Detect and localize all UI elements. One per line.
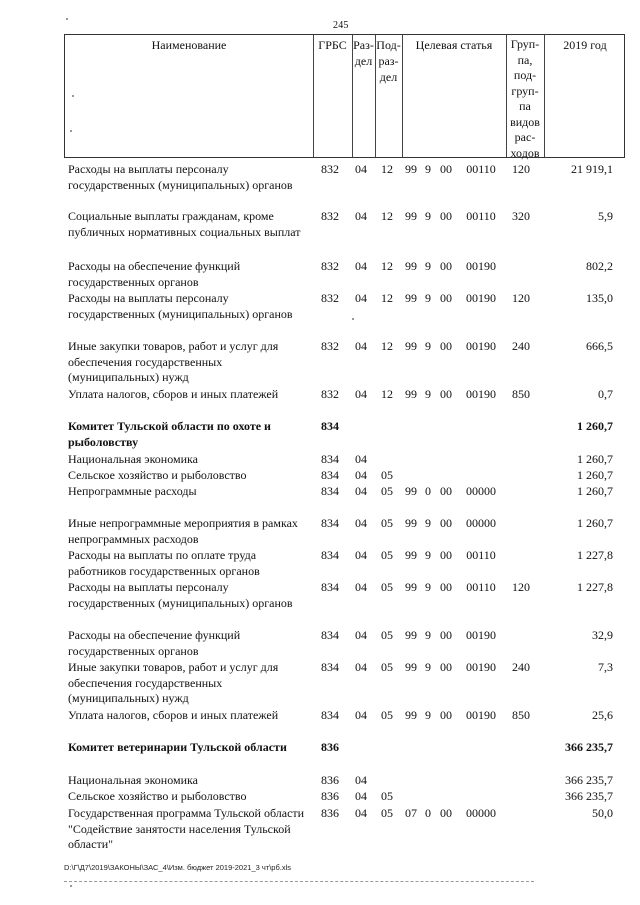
page-number: 245 xyxy=(333,20,349,31)
row-amount: 1 260,7 xyxy=(577,516,613,530)
row-razdel: 04 xyxy=(355,484,367,498)
row-amount: 1 260,7 xyxy=(577,452,613,466)
table-header xyxy=(64,34,625,158)
scan-speck xyxy=(352,318,354,320)
row-cs2: 9 xyxy=(425,291,431,305)
row-name: Социальные выплаты гражданам, кроме публичных нормативных социальных выплат xyxy=(68,209,301,239)
row-name: Расходы на выплаты персоналу государственных (муниципальных) органов xyxy=(68,162,293,192)
row-cs3: 00 xyxy=(440,259,452,273)
row-amount: 666,5 xyxy=(586,339,613,353)
row-razdel: 04 xyxy=(355,708,367,722)
row-name: Уплата налогов, сборов и иных платежей xyxy=(68,708,279,722)
row-cs2: 9 xyxy=(425,580,431,594)
row-amount: 366 235,7 xyxy=(565,740,613,754)
row-name: Сельское хозяйство и рыболовство xyxy=(68,468,247,482)
row-grbs: 836 xyxy=(321,789,339,803)
row-amount: 1 260,7 xyxy=(577,468,613,482)
row-vid: 120 xyxy=(512,580,530,594)
row-podrazdel: 12 xyxy=(381,209,393,223)
column-divider xyxy=(313,35,314,157)
header-razdel-line: Раз- xyxy=(353,38,374,52)
row-cs2: 9 xyxy=(425,387,431,401)
row-name: Уплата налогов, сборов и иных платежей xyxy=(68,387,279,401)
row-name: Сельское хозяйство и рыболовство xyxy=(68,789,247,803)
row-grbs: 834 xyxy=(321,708,339,722)
row-cs3: 00 xyxy=(440,162,452,176)
row-amount: 1 260,7 xyxy=(577,484,613,498)
row-name: Расходы на обеспечение функций государственных органов xyxy=(68,259,241,289)
row-cs4: 00190 xyxy=(466,291,496,305)
row-name: Иные непрограммные мероприятия в рамках непрограммных расходов xyxy=(68,516,298,546)
row-grbs: 834 xyxy=(321,484,339,498)
row-cs1: 99 xyxy=(405,339,417,353)
row-name: Государственная программа Тульской области "Содействие занятости населения Тульской области" xyxy=(68,806,305,851)
header-year: 2019 год xyxy=(563,38,607,52)
header-grbs: ГРБС xyxy=(318,38,347,52)
row-podrazdel: 05 xyxy=(381,806,393,820)
column-divider xyxy=(544,35,545,157)
row-amount: 135,0 xyxy=(586,291,613,305)
row-podrazdel: 05 xyxy=(381,580,393,594)
row-grbs: 834 xyxy=(321,516,339,530)
row-razdel: 04 xyxy=(355,789,367,803)
row-cs1: 99 xyxy=(405,516,417,530)
row-cs2: 0 xyxy=(425,484,431,498)
row-podrazdel: 12 xyxy=(381,162,393,176)
row-razdel: 04 xyxy=(355,291,367,305)
row-amount: 802,2 xyxy=(586,259,613,273)
row-podrazdel: 12 xyxy=(381,259,393,273)
row-cs4: 00110 xyxy=(466,209,496,223)
header-razdel-line: дел xyxy=(354,54,373,68)
footer-divider xyxy=(64,881,534,882)
header-group-line: груп- xyxy=(511,83,539,98)
row-razdel: 04 xyxy=(355,660,367,674)
row-cs1: 99 xyxy=(405,387,417,401)
row-razdel: 04 xyxy=(355,468,367,482)
row-razdel: 04 xyxy=(355,516,367,530)
row-razdel: 04 xyxy=(355,339,367,353)
row-cs1: 99 xyxy=(405,548,417,562)
row-podrazdel: 12 xyxy=(381,291,393,305)
row-razdel: 04 xyxy=(355,580,367,594)
row-amount: 21 919,1 xyxy=(571,162,613,176)
header-podrazdel-line: раз- xyxy=(378,54,399,68)
row-cs1: 99 xyxy=(405,484,417,498)
row-name: Расходы на обеспечение функций государственных органов xyxy=(68,628,241,658)
row-amount: 1 260,7 xyxy=(577,419,613,433)
row-cs3: 00 xyxy=(440,708,452,722)
row-cs4: 00000 xyxy=(466,484,496,498)
row-cs1: 99 xyxy=(405,162,417,176)
row-grbs: 836 xyxy=(321,773,339,787)
row-cs4: 00000 xyxy=(466,806,496,820)
row-cs4: 00110 xyxy=(466,162,496,176)
row-cs4: 00190 xyxy=(466,628,496,642)
row-cs3: 00 xyxy=(440,291,452,305)
row-cs4: 00190 xyxy=(466,259,496,273)
header-podrazdel xyxy=(375,37,402,85)
row-amount: 0,7 xyxy=(598,387,613,401)
row-grbs: 834 xyxy=(321,548,339,562)
row-grbs: 832 xyxy=(321,162,339,176)
row-cs3: 00 xyxy=(440,660,452,674)
row-grbs: 834 xyxy=(321,468,339,482)
row-podrazdel: 12 xyxy=(381,387,393,401)
row-vid: 320 xyxy=(512,209,530,223)
row-cs1: 99 xyxy=(405,708,417,722)
row-cs3: 00 xyxy=(440,339,452,353)
scan-speck xyxy=(70,885,72,887)
row-grbs: 832 xyxy=(321,291,339,305)
row-cs2: 9 xyxy=(425,628,431,642)
row-cs3: 00 xyxy=(440,628,452,642)
row-grbs: 832 xyxy=(321,209,339,223)
header-podrazdel-line: Под- xyxy=(376,38,401,52)
row-cs2: 9 xyxy=(425,516,431,530)
header-target: Целевая статья xyxy=(415,38,493,52)
row-cs3: 00 xyxy=(440,387,452,401)
row-razdel: 04 xyxy=(355,259,367,273)
row-grbs: 832 xyxy=(321,259,339,273)
row-cs1: 99 xyxy=(405,209,417,223)
row-grbs: 836 xyxy=(321,740,339,754)
row-razdel: 04 xyxy=(355,806,367,820)
row-name: Иные закупки товаров, работ и услуг для обеспечения государственных (муниципальных) нужд xyxy=(68,660,279,705)
row-vid: 240 xyxy=(512,339,530,353)
row-cs4: 00190 xyxy=(466,387,496,401)
header-group-line: ходов xyxy=(510,145,540,160)
row-amount: 5,9 xyxy=(598,209,613,223)
row-cs1: 99 xyxy=(405,259,417,273)
row-name: Расходы на выплаты персоналу государственных (муниципальных) органов xyxy=(68,291,293,321)
row-cs2: 9 xyxy=(425,259,431,273)
row-grbs: 834 xyxy=(321,452,339,466)
header-razdel xyxy=(352,37,375,69)
row-amount: 1 227,8 xyxy=(577,580,613,594)
row-podrazdel: 05 xyxy=(381,789,393,803)
header-group-line: па xyxy=(519,99,531,113)
header-group-line: видов xyxy=(510,114,540,129)
row-cs1: 99 xyxy=(405,291,417,305)
row-cs4: 00000 xyxy=(466,516,496,530)
scan-speck xyxy=(70,130,72,132)
row-vid: 850 xyxy=(512,387,530,401)
row-grbs: 834 xyxy=(321,580,339,594)
row-razdel: 04 xyxy=(355,209,367,223)
row-cs4: 00190 xyxy=(466,339,496,353)
row-cs3: 00 xyxy=(440,209,452,223)
row-cs3: 00 xyxy=(440,580,452,594)
row-amount: 50,0 xyxy=(592,806,613,820)
scan-speck xyxy=(66,18,68,20)
row-razdel: 04 xyxy=(355,162,367,176)
header-group-line: рас- xyxy=(514,130,536,144)
row-vid: 120 xyxy=(512,291,530,305)
row-podrazdel: 05 xyxy=(381,628,393,642)
row-amount: 32,9 xyxy=(592,628,613,642)
row-podrazdel: 05 xyxy=(381,516,393,530)
row-cs4: 00110 xyxy=(466,580,496,594)
header-podrazdel-line: дел xyxy=(379,70,398,84)
row-razdel: 04 xyxy=(355,548,367,562)
header-name: Наименование xyxy=(151,38,227,52)
row-vid: 120 xyxy=(512,162,530,176)
row-cs4: 00190 xyxy=(466,660,496,674)
row-grbs: 834 xyxy=(321,419,339,433)
row-podrazdel: 12 xyxy=(381,339,393,353)
row-cs2: 9 xyxy=(425,708,431,722)
row-amount: 366 235,7 xyxy=(565,773,613,787)
row-grbs: 832 xyxy=(321,387,339,401)
row-cs1: 07 xyxy=(405,806,417,820)
row-name: Расходы на выплаты персоналу государственных (муниципальных) органов xyxy=(68,580,293,610)
row-cs3: 00 xyxy=(440,484,452,498)
row-grbs: 832 xyxy=(321,339,339,353)
row-cs2: 9 xyxy=(425,548,431,562)
row-razdel: 04 xyxy=(355,773,367,787)
row-cs4: 00110 xyxy=(466,548,496,562)
row-grbs: 834 xyxy=(321,660,339,674)
row-cs1: 99 xyxy=(405,660,417,674)
row-vid: 850 xyxy=(512,708,530,722)
row-name: Комитет ветеринарии Тульской области xyxy=(68,740,287,754)
row-vid: 240 xyxy=(512,660,530,674)
row-name: Комитет Тульской области по охоте и рыболовству xyxy=(68,419,271,449)
row-cs2: 9 xyxy=(425,209,431,223)
row-cs3: 00 xyxy=(440,516,452,530)
row-name: Иные закупки товаров, работ и услуг для обеспечения государственных (муниципальных) нужд xyxy=(68,339,279,384)
row-razdel: 04 xyxy=(355,628,367,642)
row-amount: 366 235,7 xyxy=(565,789,613,803)
row-cs3: 00 xyxy=(440,806,452,820)
row-cs2: 9 xyxy=(425,339,431,353)
scan-speck xyxy=(72,95,74,97)
header-group-line: Груп- xyxy=(510,37,540,51)
row-cs1: 99 xyxy=(405,580,417,594)
row-grbs: 836 xyxy=(321,806,339,820)
row-razdel: 04 xyxy=(355,452,367,466)
row-cs2: 0 xyxy=(425,806,431,820)
row-podrazdel: 05 xyxy=(381,548,393,562)
row-name: Национальная экономика xyxy=(68,773,198,787)
row-cs3: 00 xyxy=(440,548,452,562)
row-podrazdel: 05 xyxy=(381,660,393,674)
row-grbs: 834 xyxy=(321,628,339,642)
row-name: Непрограммные расходы xyxy=(68,484,197,498)
row-cs1: 99 xyxy=(405,628,417,642)
row-amount: 1 227,8 xyxy=(577,548,613,562)
row-name: Расходы на выплаты по оплате труда работников государственных органов xyxy=(68,548,260,578)
header-group-line: под- xyxy=(513,68,537,82)
row-podrazdel: 05 xyxy=(381,708,393,722)
row-cs2: 9 xyxy=(425,162,431,176)
header-group xyxy=(506,37,544,161)
row-cs4: 00190 xyxy=(466,708,496,722)
row-podrazdel: 05 xyxy=(381,468,393,482)
row-razdel: 04 xyxy=(355,387,367,401)
row-cs2: 9 xyxy=(425,660,431,674)
row-amount: 25,6 xyxy=(592,708,613,722)
row-amount: 7,3 xyxy=(598,660,613,674)
row-podrazdel: 05 xyxy=(381,484,393,498)
row-name: Национальная экономика xyxy=(68,452,198,466)
header-group-line: па, xyxy=(517,52,533,67)
file-path-footer: D:\Г\Д7\2019\ЗАКОНЫ\ЗАС_4\Изм. бюджет 2019-2021_3 чт\рб.xls xyxy=(64,863,292,872)
column-divider xyxy=(402,35,403,157)
